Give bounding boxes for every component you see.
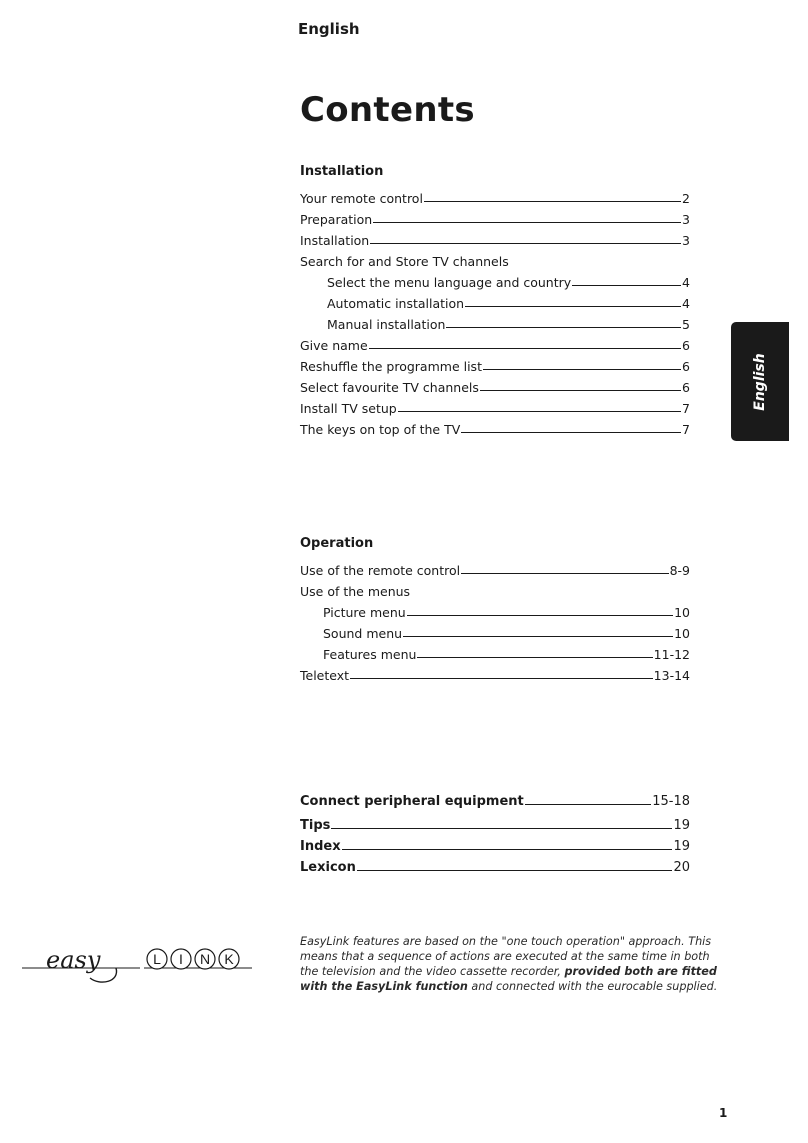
toc-entry — [300, 269, 690, 290]
toc-entry-label: Give name — [300, 338, 368, 353]
toc-leader-line — [525, 804, 651, 805]
toc-entry-label: Select the menu language and country — [327, 275, 572, 290]
toc-entry-page: 13-14 — [653, 668, 690, 683]
toc-entry — [300, 620, 690, 641]
toc-leader-line — [398, 411, 681, 412]
toc-entry-page: 7 — [682, 401, 690, 416]
toc-entry-label: Use of the remote control — [300, 563, 461, 578]
logo-script-text: easy — [46, 946, 101, 974]
toc-entry-label: Lexicon — [300, 860, 356, 875]
toc-entry-page: 3 — [682, 233, 690, 248]
toc-entry-label: Preparation — [300, 212, 373, 227]
toc-entry — [300, 353, 690, 374]
toc-leader-line — [424, 201, 681, 202]
logo-letters — [147, 949, 239, 969]
toc-entry-page: 4 — [682, 275, 690, 290]
toc-entry-page: 6 — [682, 338, 690, 353]
toc-leader-line — [461, 432, 681, 433]
toc-entry — [300, 248, 690, 269]
toc-entry-label: Features menu — [323, 647, 417, 662]
toc-entry-page: 8-9 — [669, 563, 690, 578]
svg-text:N: N — [199, 951, 211, 967]
toc-entry-page: 20 — [673, 860, 690, 875]
toc-entry-page: 2 — [682, 191, 690, 206]
toc-leader-line — [350, 678, 653, 679]
installation-list — [300, 185, 690, 437]
toc-entry — [300, 557, 690, 578]
toc-entry-label: Teletext — [300, 668, 350, 683]
toc-leader-line — [480, 390, 681, 391]
toc-leader-line — [370, 243, 681, 244]
toc-entry-label: The keys on top of the TV — [300, 422, 461, 437]
toc-entry-page: 5 — [682, 317, 690, 332]
other-list — [300, 788, 690, 875]
toc-entry-label: Index — [300, 839, 341, 854]
toc-entry-label: Search for and Store TV channels — [300, 254, 509, 269]
toc-entry-page: 4 — [682, 296, 690, 311]
toc-leader-line — [572, 285, 681, 286]
note-text-1: EasyLink features are based on the "one touch operation" approach. This means that a sequence of actions are executed at the same time in both the television and the video cassette recorder, — [300, 935, 712, 978]
toc-entry-label: Picture menu — [323, 605, 406, 620]
toc-entry — [300, 206, 690, 227]
side-tab-label: English — [752, 352, 768, 411]
operation-heading: Operation — [300, 536, 374, 551]
toc-entry — [300, 290, 690, 311]
toc-entry — [300, 395, 690, 416]
toc-leader-line — [357, 870, 673, 871]
toc-entry — [300, 332, 690, 353]
toc-entry-label: Automatic installation — [327, 296, 465, 311]
toc-entry — [300, 578, 690, 599]
operation-list — [300, 557, 690, 683]
toc-entry — [300, 185, 690, 206]
toc-entry — [300, 833, 690, 854]
page-number: 1 — [719, 1106, 728, 1120]
toc-leader-line — [483, 369, 681, 370]
header-language: English — [298, 20, 360, 38]
page-title: Contents — [300, 90, 475, 130]
toc-entry — [300, 788, 690, 809]
toc-entry — [300, 227, 690, 248]
toc-entry — [300, 416, 690, 437]
toc-entry-page: 10 — [674, 626, 690, 641]
toc-leader-line — [331, 828, 672, 829]
toc-entry-label: Select favourite TV channels — [300, 380, 479, 395]
toc-leader-line — [342, 849, 673, 850]
toc-entry-label: Use of the menus — [300, 584, 411, 599]
toc-entry-label: Tips — [300, 818, 331, 833]
toc-entry — [300, 311, 690, 332]
easylink-note — [300, 934, 730, 994]
toc-entry-label: Reshuffle the programme list — [300, 359, 482, 374]
svg-text:I: I — [179, 951, 183, 967]
toc-entry-page: 10 — [674, 605, 690, 620]
easylink-logo — [20, 938, 256, 984]
toc-leader-line — [465, 306, 681, 307]
toc-entry-page: 7 — [682, 422, 690, 437]
note-bold-text: provided both are fitted with the EasyLink function — [300, 965, 717, 993]
toc-entry-page: 6 — [682, 359, 690, 374]
note-text-2: and connected with the eurocable supplied. — [467, 980, 718, 993]
toc-leader-line — [407, 615, 673, 616]
toc-entry-page: 19 — [673, 818, 690, 833]
toc-entry-page: 15-18 — [652, 794, 690, 809]
toc-entry-label: Install TV setup — [300, 401, 397, 416]
svg-text:L: L — [153, 951, 161, 967]
toc-entry — [300, 599, 690, 620]
toc-entry — [300, 854, 690, 875]
toc-leader-line — [369, 348, 681, 349]
toc-leader-line — [373, 222, 681, 223]
installation-heading: Installation — [300, 164, 384, 179]
toc-entry — [300, 812, 690, 833]
toc-entry-label: Connect peripheral equipment — [300, 794, 524, 809]
language-side-tab — [731, 322, 789, 441]
svg-text:K: K — [224, 951, 234, 967]
toc-entry-label: Installation — [300, 233, 370, 248]
toc-entry-label: Manual installation — [327, 317, 446, 332]
toc-leader-line — [446, 327, 681, 328]
toc-entry — [300, 641, 690, 662]
toc-entry — [300, 662, 690, 683]
toc-entry-page: 19 — [673, 839, 690, 854]
toc-leader-line — [403, 636, 673, 637]
toc-entry-label: Your remote control — [300, 191, 423, 206]
toc-leader-line — [417, 657, 652, 658]
toc-entry-page: 6 — [682, 380, 690, 395]
toc-entry-label: Sound menu — [323, 626, 403, 641]
toc-leader-line — [461, 573, 668, 574]
toc-entry-page: 3 — [682, 212, 690, 227]
toc-entry — [300, 374, 690, 395]
toc-entry-page: 11-12 — [653, 647, 690, 662]
